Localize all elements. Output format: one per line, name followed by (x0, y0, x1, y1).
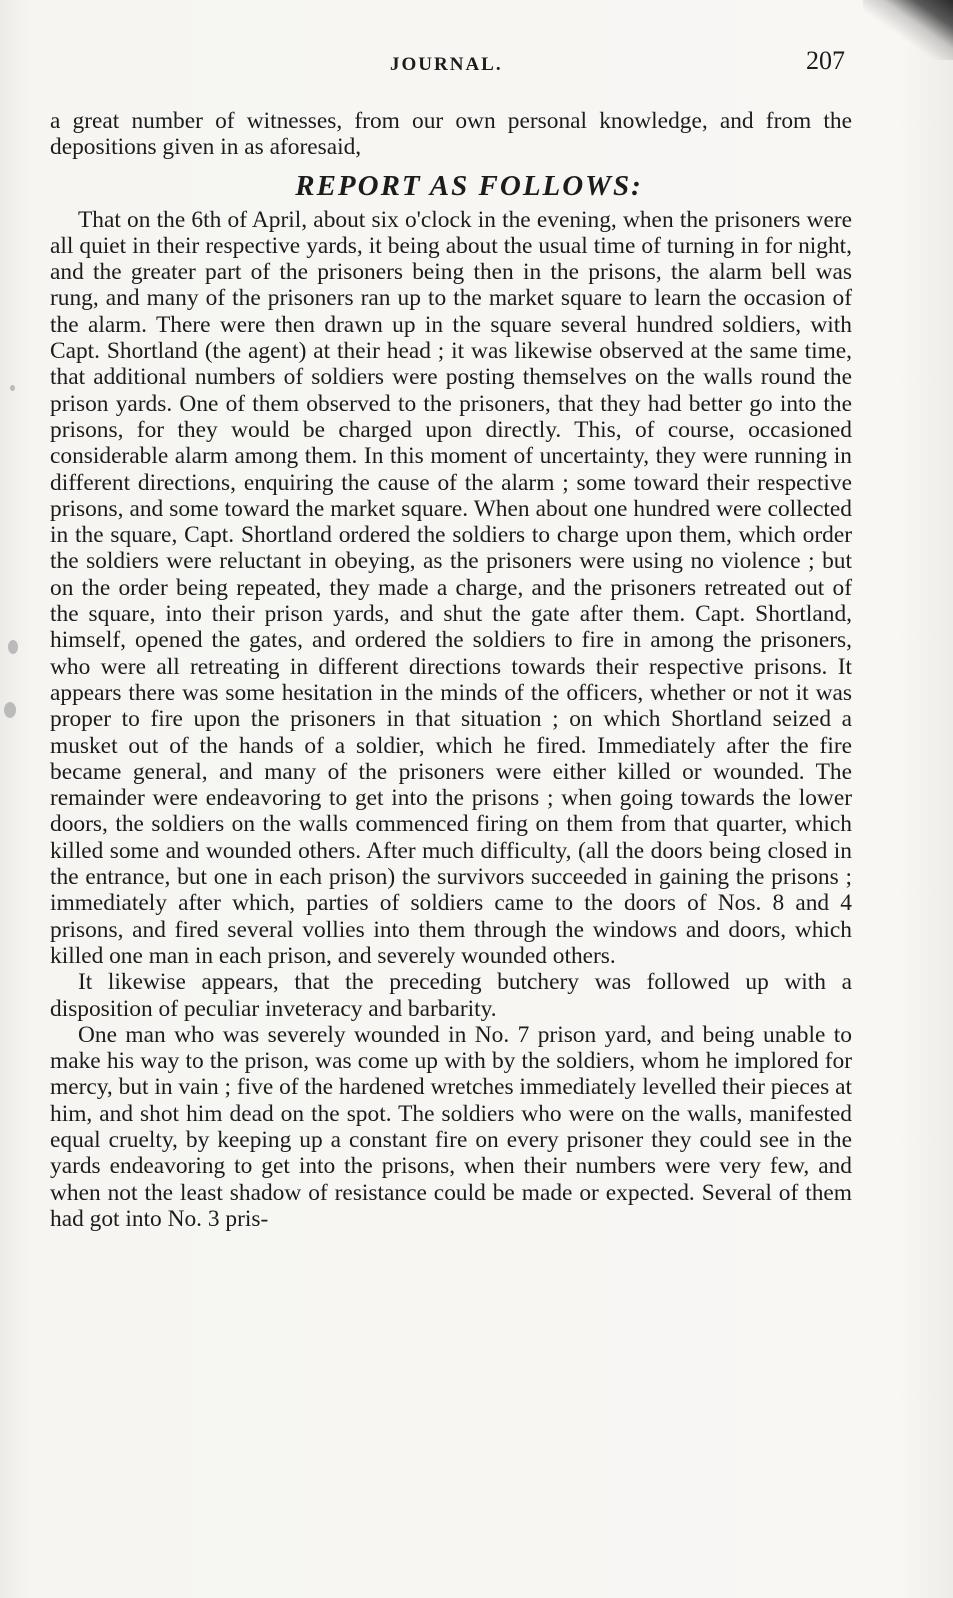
margin-speck (10, 385, 15, 391)
body-text (50, 108, 852, 1232)
report-heading: REPORT AS FOLLOWS: (295, 169, 643, 202)
paragraph-2: It likewise appears, that the preceding butchery was followed up with a disposition of peculiar inveteracy and barbarity. (50, 969, 852, 1022)
margin-speck (8, 640, 18, 654)
page-number: 207 (806, 46, 845, 75)
running-head: JOURNAL. (390, 54, 503, 75)
paragraph-1: That on the 6th of April, about six o'clock in the evening, when the prisoners were all quiet in their respective yards, it being about the usual time of turning in for night, and the greater part of the prisoners being then in the prisons, the alarm bell was rung, and many of the prisoners ran up to the market square to learn the occasion of the alarm. There were then drawn up in the square several hundred soldiers, with Capt. Shortland (the agent) at their head ; it was likewise observed at the same time, that additional numbers of soldiers were posting themselves on the walls round the prison yards. One of them observed to the prisoners, that they had better go into the prisons, for they would be charged upon directly. This, of course, occasioned considerable alarm among them. In this moment of uncertainty, they were running in different directions, enquiring the cause of the alarm ; some toward their respective prisons, and some toward the market square. When about one hundred were collected in the square, Capt. Shortland ordered the soldiers to charge upon them, which order the soldiers were reluctant in obeying, as the prisoners were using no violence ; but on the order being repeated, they made a charge, and the prisoners retreated out of the square, into their prison yards, and shut the gate after them. Capt. Shortland, himself, opened the gates, and ordered the soldiers to fire in among the prisoners, who were all retreating in different directions towards their respective prisons. It appears there was some hesitation in the minds of the officers, whether or not it was proper to fire upon the prisoners in that situation ; on which Shortland seized a musket out of the hands of a soldier, which he fired. Immediately after the fire became general, and many of the prisoners were either killed or wounded. The remainder were endeavoring to get into the prisons ; when going towards the lower doors, the soldiers on the walls commenced firing on them from that quarter, which killed some and wounded others. After much difficulty, (all the doors being closed in the entrance, but one in each prison) the survivors succeeded in gaining the prisons ; immediately after which, parties of soldiers came to the doors of Nos. 8 and 4 prisons, and fired several vollies into them through the windows and doors, which killed one man in each prison, and severely wounded others. (50, 206, 852, 969)
margin-speck (4, 702, 16, 718)
paragraph-3: One man who was severely wounded in No. 7 prison yard, and being unable to make his way to the prison, was come up with by the soldiers, whom he implored for mercy, but in vain ; five of the hardened wretches immediately levelled their pieces at him, and shot him dead on the spot. The soldiers who were on the walls, manifested equal cruelty, by keeping up a constant fire on every prisoner they could see in the yards endeavoring to get into the prisons, when their numbers were very few, and when not the least shadow of resistance could be made or expected. Several of them had got into No. 3 pris- (50, 1021, 852, 1232)
intro-paragraph: a great number of witnesses, from our own personal knowledge, and from the depositions given in as aforesaid, (50, 108, 852, 161)
page-header (0, 46, 953, 82)
